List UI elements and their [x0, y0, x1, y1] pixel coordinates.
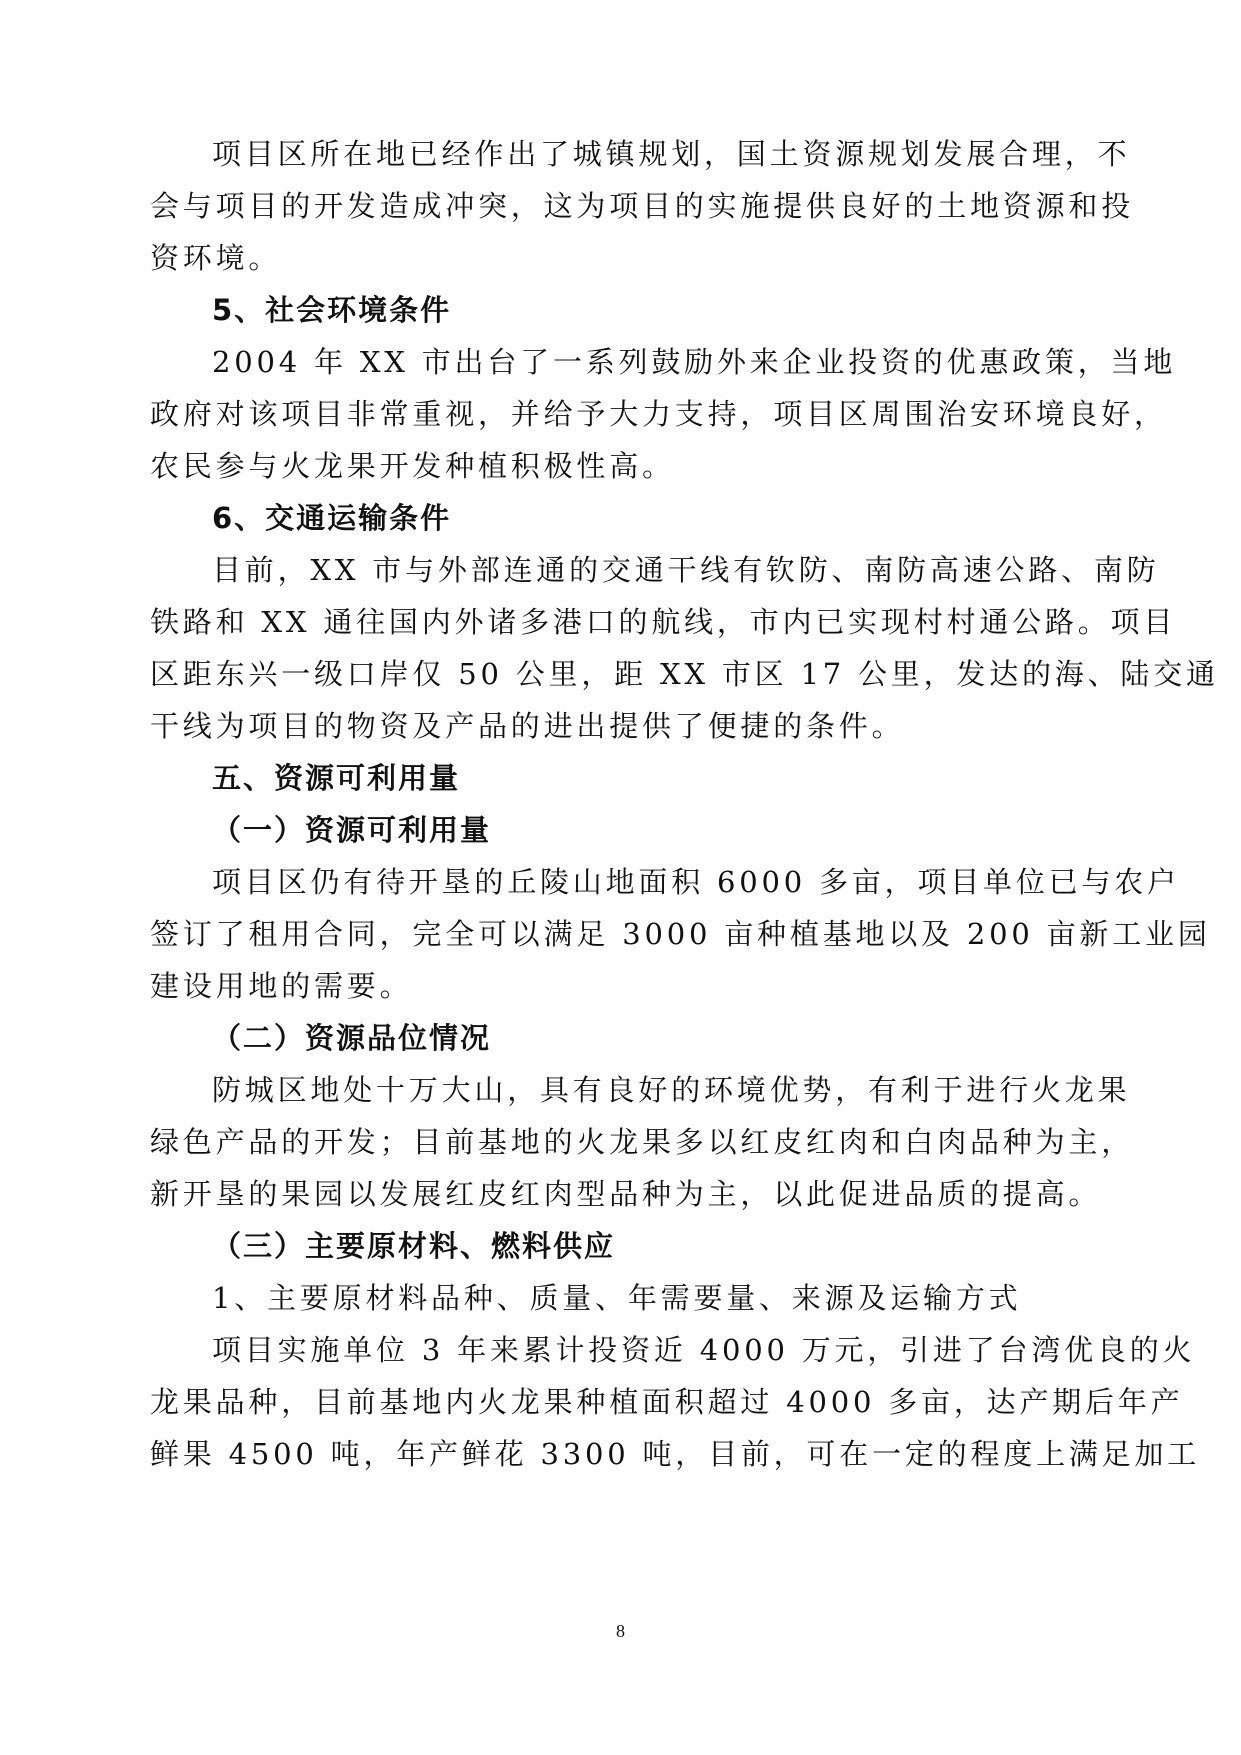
section-heading: 5、社会环境条件	[212, 293, 452, 327]
paragraph-line: 绿色产品的开发；目前基地的火龙果多以红皮红肉和白肉品种为主，	[150, 1125, 1135, 1159]
paragraph-line: 农民参与火龙果开发种植积极性高。	[150, 449, 675, 483]
paragraph-line: 建设用地的需要。	[150, 969, 413, 1003]
paragraph-line: 1、主要原材料品种、质量、年需要量、来源及运输方式	[212, 1281, 1022, 1315]
paragraph-line: 鲜果 4500 吨，年产鲜花 3300 吨，目前，可在一定的程度上满足加工	[150, 1437, 1201, 1471]
paragraph-line: 铁路和 XX 通往国内外诸多港口的航线，市内已实现村村通公路。项目	[150, 605, 1177, 639]
paragraph-line: 项目区所在地已经作出了城镇规划，国土资源规划发展合理，不	[212, 137, 1131, 171]
paragraph-line: 项目实施单位 3 年来累计投资近 4000 万元，引进了台湾优良的火	[212, 1333, 1196, 1367]
paragraph-line: 会与项目的开发造成冲突，这为项目的实施提供良好的土地资源和投	[150, 189, 1135, 223]
paragraph-line: 项目区仍有待开垦的丘陵山地面积 6000 多亩，项目单位已与农户	[212, 865, 1180, 899]
paragraph-line: 新开垦的果园以发展红皮红肉型品种为主，以此促进品质的提高。	[150, 1177, 1102, 1211]
paragraph-line: 区距东兴一级口岸仅 50 公里，距 XX 市区 17 公里，发达的海、陆交通	[150, 657, 1219, 691]
paragraph-line: 龙果品种，目前基地内火龙果种植面积超过 4000 多亩，达产期后年产	[150, 1385, 1184, 1419]
section-heading: 6、交通运输条件	[212, 501, 452, 535]
paragraph-line: 干线为项目的物资及产品的进出提供了便捷的条件。	[150, 709, 905, 743]
paragraph-line: 资环境。	[150, 241, 282, 275]
paragraph-line: 2004 年 XX 市出台了一系列鼓励外来企业投资的优惠政策，当地	[212, 345, 1177, 379]
page-number: 8	[616, 1621, 625, 1641]
paragraph-line: 签订了租用合同，完全可以满足 3000 亩种植基地以及 200 亩新工业园	[150, 917, 1211, 951]
paragraph-line: 目前，XX 市与外部连通的交通干线有钦防、南防高速公路、南防	[212, 553, 1160, 587]
subsection-heading: （一）资源可利用量	[212, 813, 492, 847]
chapter-heading: 五、资源可利用量	[212, 761, 461, 795]
subsection-heading: （三）主要原材料、燃料供应	[212, 1229, 616, 1263]
paragraph-line: 政府对该项目非常重视，并给予大力支持，项目区周围治安环境良好，	[150, 397, 1167, 431]
subsection-heading: （二）资源品位情况	[212, 1021, 492, 1055]
paragraph-line: 防城区地处十万大山，具有良好的环境优势，有利于进行火龙果	[212, 1073, 1131, 1107]
